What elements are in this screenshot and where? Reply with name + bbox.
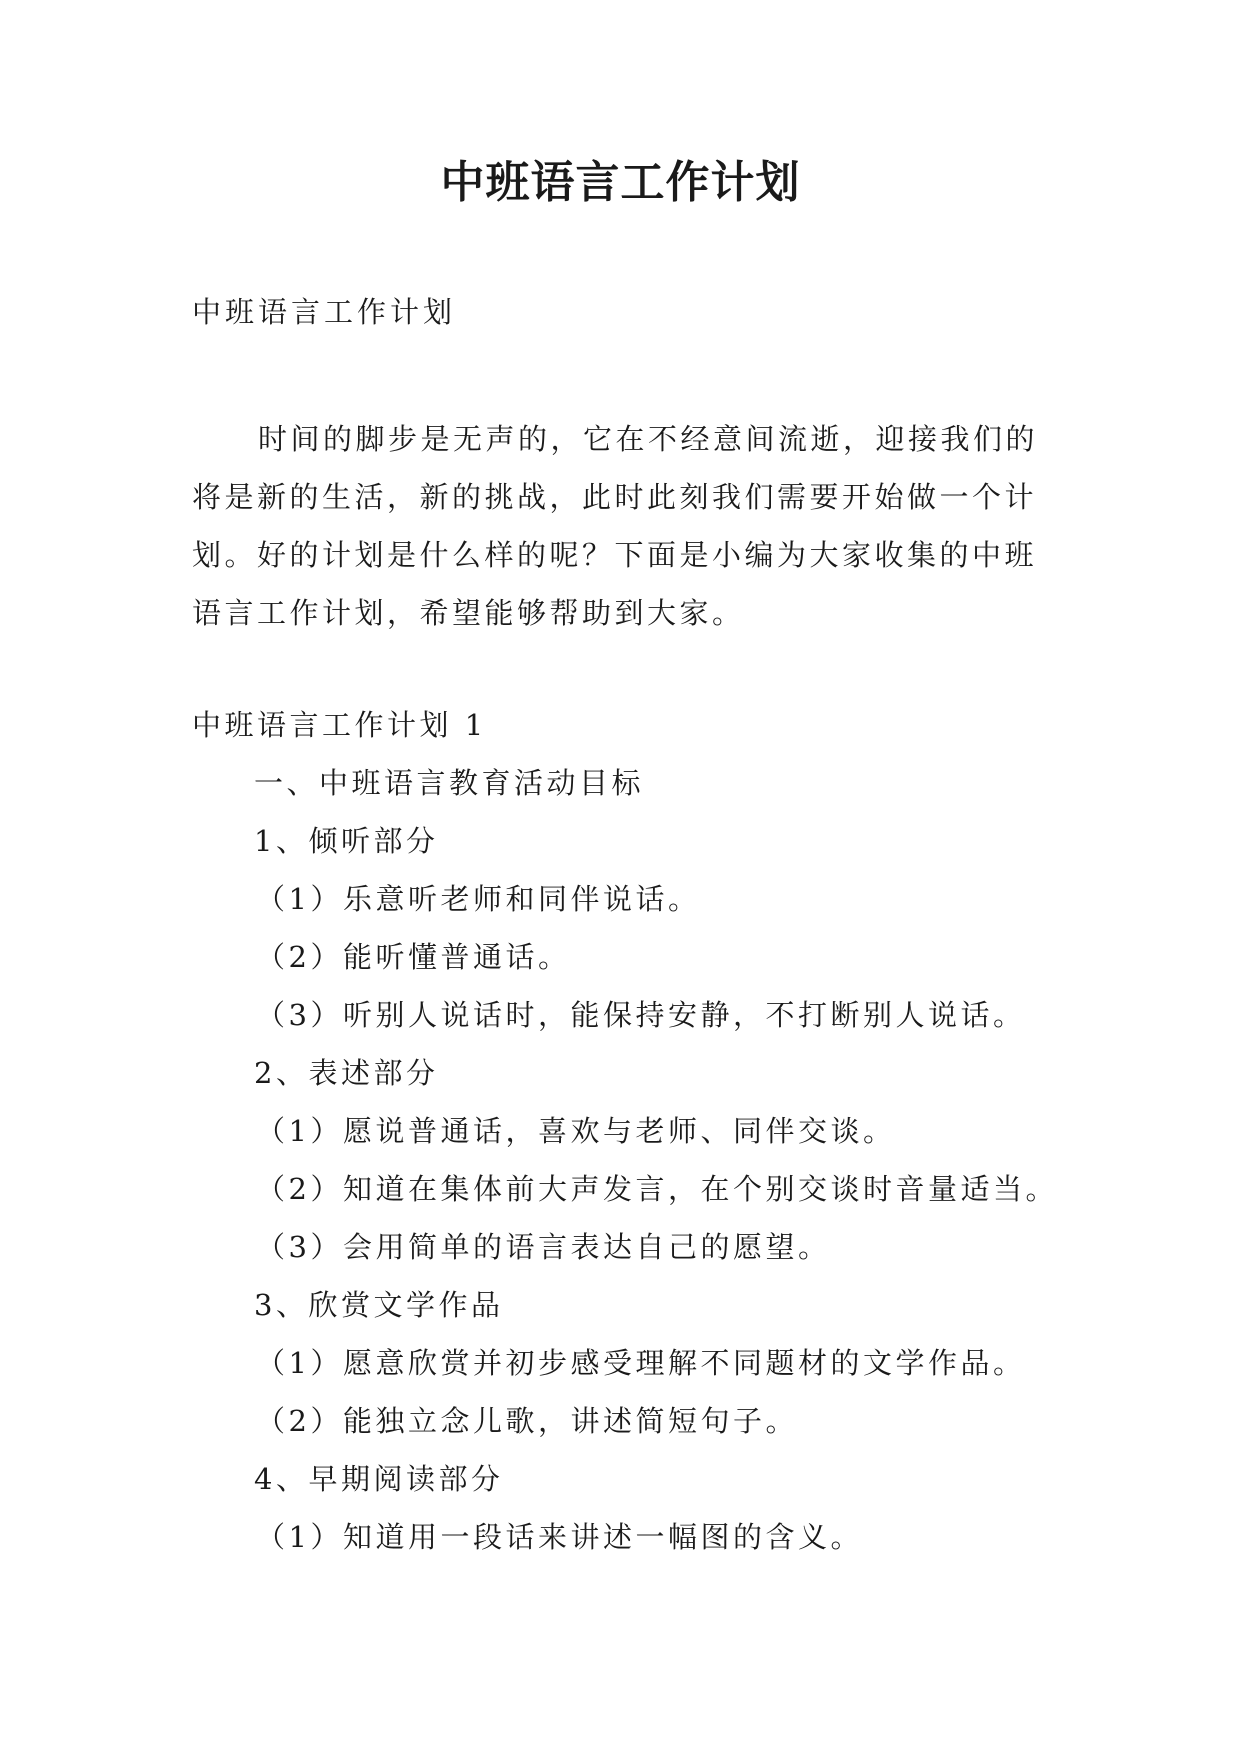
- intro-line: 将是新的生活，新的挑战，此时此刻我们需要开始做一个计: [192, 480, 1038, 514]
- list-item: （1）愿说普通话，喜欢与老师、同伴交谈。: [256, 1114, 896, 1148]
- list-item: （2）能独立念儿歌，讲述简短句子。: [256, 1404, 798, 1438]
- subsection-heading: 2、表述部分: [254, 1056, 439, 1090]
- subsection-heading: 1、倾听部分: [254, 824, 439, 858]
- list-item: （1）愿意欣赏并初步感受理解不同题材的文学作品。: [256, 1346, 1026, 1380]
- document-subtitle: 中班语言工作计划: [192, 295, 457, 329]
- intro-line: 时间的脚步是无声的，它在不经意间流逝，迎接我们的: [258, 422, 1039, 456]
- list-item: （3）听别人说话时，能保持安静，不打断别人说话。: [256, 998, 1026, 1032]
- document-title: 中班语言工作计划: [440, 157, 801, 208]
- intro-line: 语言工作计划，希望能够帮助到大家。: [192, 596, 745, 630]
- plan-section-1: [192, 696, 1092, 1566]
- list-item: （2）能听懂普通话。: [256, 940, 571, 974]
- list-item: （2）知道在集体前大声发言，在个别交谈时音量适当。: [256, 1172, 1058, 1206]
- list-item: （1）知道用一段话来讲述一幅图的含义。: [256, 1520, 863, 1554]
- intro-line: 划。好的计划是什么样的呢？下面是小编为大家收集的中班: [192, 538, 1038, 572]
- list-item: （1）乐意听老师和同伴说话。: [256, 882, 701, 916]
- goal-heading: 一、中班语言教育活动目标: [254, 766, 645, 800]
- subsection-heading: 3、欣赏文学作品: [254, 1288, 504, 1322]
- list-item: （3）会用简单的语言表达自己的愿望。: [256, 1230, 831, 1264]
- subsection-heading: 4、早期阅读部分: [254, 1462, 504, 1496]
- intro-paragraph: [192, 410, 1052, 642]
- section-heading: 中班语言工作计划 1: [192, 708, 487, 742]
